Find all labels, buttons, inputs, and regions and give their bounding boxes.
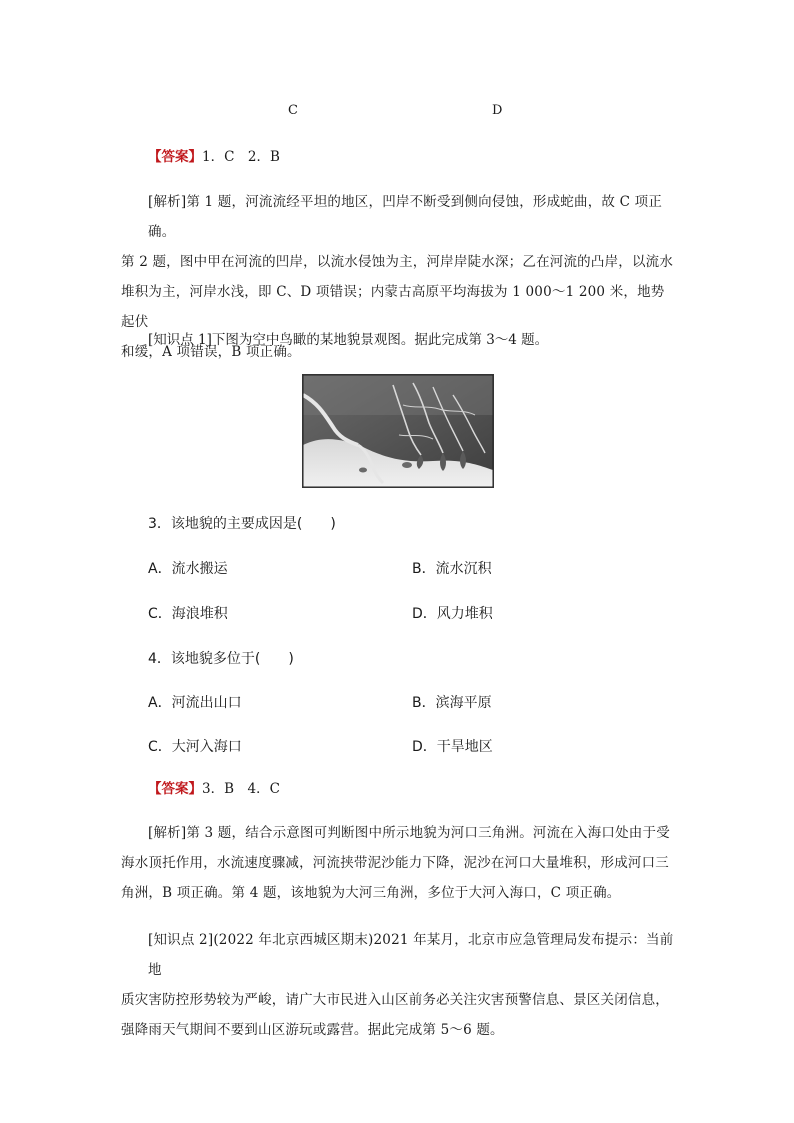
q4-option-a: A．河流出山口 bbox=[148, 695, 242, 711]
q4-option-b: B．滨海平原 bbox=[412, 695, 492, 711]
knowledge-point-2 bbox=[121, 925, 678, 1045]
delta-aerial-photo bbox=[302, 374, 494, 488]
analysis-line: 海水顶托作用，水流速度骤减，河流挟带泥沙能力下降，泥沙在河口大量堆积，形成河口三 bbox=[121, 855, 669, 871]
knowledge-line: [知识点 2](2022 年北京西城区期末)2021 年某月，北京市应急管理局发布提示：当前地 bbox=[148, 932, 674, 978]
q4-option-d: D．干旱地区 bbox=[412, 739, 493, 755]
analysis-block-2 bbox=[121, 818, 678, 908]
option-c-label: C bbox=[288, 103, 298, 118]
delta-image bbox=[303, 375, 493, 487]
answer-text: 1．C 2．B bbox=[202, 149, 280, 165]
analysis-line: 堆积为主，河岸水浅，即 C、D 项错误；内蒙古高原平均海拔为 1 000～1 200 米，地势起伏 bbox=[121, 284, 665, 330]
q3-option-d: D．风力堆积 bbox=[412, 606, 493, 622]
q4-option-c: C．大河入海口 bbox=[148, 739, 242, 755]
answer-block-2 bbox=[148, 772, 280, 806]
answer-text: 3．B 4．C bbox=[202, 781, 280, 797]
option-d-label: D bbox=[492, 103, 503, 118]
knowledge-line: 强降雨天气期间不要到山区游玩或露营。据此完成第 5～6 题。 bbox=[121, 1022, 504, 1038]
q3-option-c: C．海浪堆积 bbox=[148, 606, 228, 622]
question-3-stem: 3．该地貌的主要成因是( ) bbox=[148, 516, 336, 532]
q3-option-b: B．流水沉积 bbox=[412, 561, 492, 577]
analysis-line: 第 2 题，图中甲在河流的凹岸，以流水侵蚀为主，河岸岸陡水深；乙在河流的凸岸，以流水 bbox=[121, 254, 674, 270]
question-4-stem: 4．该地貌多位于( ) bbox=[148, 651, 294, 667]
analysis-line: 和缓，A 项错误，B 项正确。 bbox=[121, 344, 301, 360]
answer-tag: 【答案】 bbox=[148, 149, 202, 165]
analysis-line: 角洲，B 项正确。第 4 题，该地貌为大河三角洲，多位于大河入海口，C 项正确。 bbox=[121, 885, 621, 901]
knowledge-line: 质灾害防控形势较为严峻，请广大市民进入山区前务必关注灾害预警信息、景区关闭信息， bbox=[121, 992, 669, 1008]
analysis-line: [解析]第 1 题，河流流经平坦的地区，凹岸不断受到侧向侵蚀，形成蛇曲，故 C 项正确。 bbox=[148, 194, 663, 240]
q3-option-a: A．流水搬运 bbox=[148, 561, 228, 577]
knowledge-point-1: [知识点 1]下图为空中鸟瞰的某地貌景观图。据此完成第 3～4 题。 bbox=[148, 332, 549, 348]
answer-tag: 【答案】 bbox=[148, 781, 202, 797]
analysis-line: [解析]第 3 题，结合示意图可判断图中所示地貌为河口三角洲。河流在入海口处由于受 bbox=[148, 825, 670, 841]
answer-block-1 bbox=[148, 140, 280, 174]
